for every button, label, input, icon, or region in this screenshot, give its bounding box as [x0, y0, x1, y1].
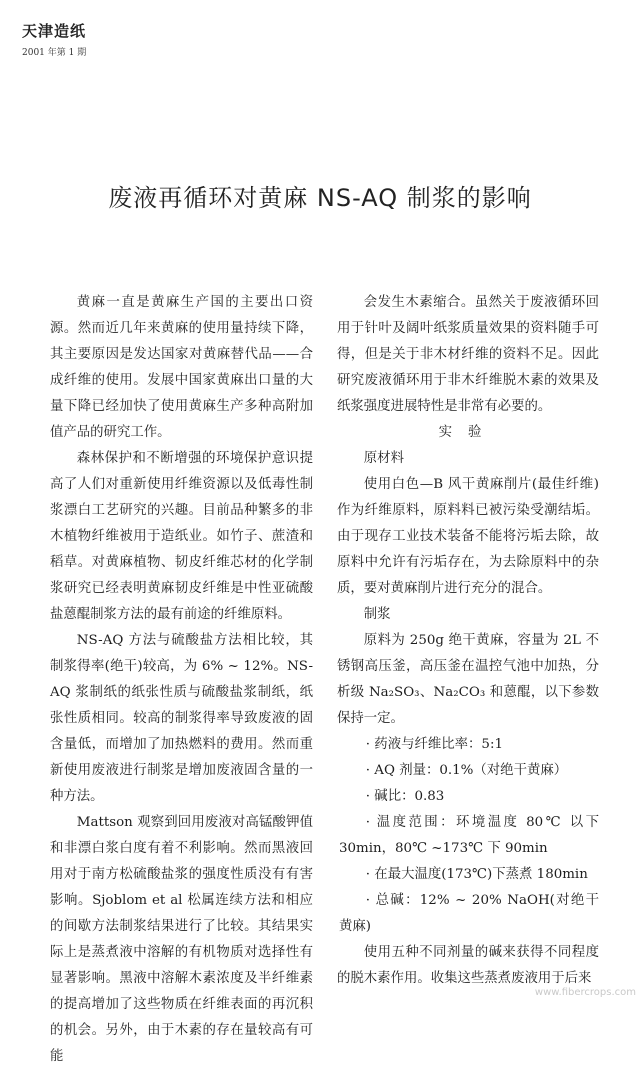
condition-item: · 总碱：12% ~ 20% NaOH(对绝干黄麻): [339, 893, 599, 934]
pulping-text: 原料为 250g 绝干黄麻，容量为 2L 不锈钢高压釜，高压釜在温控气池中加热，分析级 Na₂SO₃、Na₂CO₃ 和蒽醌，以下参数保持一定。: [337, 633, 599, 726]
paragraph-3: NS-AQ 方法与硫酸盐方法相比较，其制浆得率(绝干)较高，为 6% ~ 12%。NS-AQ 浆制纸的纸张性质与硫酸盐浆制纸，纸张性质相同。较高的制浆得率导致废液的固含量低，而增加了加热燃料的费用。然而重新使用废液进行制浆是增加废液固含量的一种方法。: [50, 633, 313, 804]
journal-header: [22, 20, 86, 58]
journal-issue: 2001 年第 1 期: [22, 48, 87, 58]
condition-item: · 温度范围：环境温度 80℃ 以下 30min，80℃ ~173℃ 下 90min: [339, 815, 599, 856]
section-heading-experiment: 实验: [438, 425, 498, 440]
materials-text: 使用白色—B 风干黄麻削片(最佳纤维)作为纤维原料，原料料已被污染受潮结垢。由于现存工业技术装备不能将污垢去除，故原料中允许有污垢存在，为去除原料中的杂质，要对黄麻削片进行充分的混合。: [337, 477, 599, 596]
paragraph-1: 黄麻一直是黄麻生产国的主要出口资源。然而近几年来黄麻的使用量持续下降，其主要原因是发达国家对黄麻替代品——合成纤维的使用。发展中国家黄麻出口量的大量下降已经加快了使用黄麻生产多种高附加值产品的研究工作。: [50, 295, 313, 440]
condition-item: · 碱比：0.83: [365, 789, 445, 804]
paragraph-5: 会发生木素缩合。虽然关于废液循环回用于针叶及阔叶纸浆质量效果的资料随手可得，但是关于非木材纤维的资料不足。因此研究废液循环用于非木纤维脱木素的效果及纸浆强度进展特性是非常有必要的。: [337, 295, 599, 414]
condition-item: · AQ 剂量：0.1%（对绝干黄麻）: [365, 763, 568, 778]
left-column: [50, 290, 313, 1070]
right-column: [337, 290, 599, 992]
paragraph-2: 森林保护和不断增强的环境保护意识提高了人们对重新使用纤维资源以及低毒性制浆漂白工艺研究的兴趣。目前品种繁多的非木植物纤维被用于造纸业。如竹子、蔗渣和稻草。对黄麻植物、韧皮纤维芯材的化学制浆研究已经表明黄麻韧皮纤维是中性亚硫酸盐蒽醌制浆方法的最有前途的纤维原料。: [50, 451, 313, 622]
condition-item: · 药液与纤维比率：5:1: [365, 737, 503, 752]
paragraph-4: Mattson 观察到回用废液对高锰酸钾值和非漂白浆白度有着不利影响。然而黑液回用对于南方松硫酸盐浆的强度性质没有有害影响。Sjoblom et al 松属连续方法和相应的间歇方法制浆结果进行了比较。其结果实际上是蒸煮液中溶解的有机物质对选择性有显著影响。黑液中溶解木素浓度及半纤维素的提高增加了这些物质在纤维表面的再沉积的机会。另外，由于木素的存在量较高有可能: [50, 815, 313, 1064]
subheading-pulping: 制浆: [363, 607, 391, 622]
last-paragraph: 使用五种不同剂量的碱来获得不同程度的脱木素作用。收集这些蒸煮废液用于后来: [337, 945, 599, 986]
condition-item: · 在最大温度(173℃)下蒸煮 180min: [365, 867, 588, 882]
watermark: www.fibercrops.com: [534, 987, 636, 998]
subheading-materials: 原材料: [363, 451, 404, 466]
article-title: 废液再循环对黄麻 NS-AQ 制浆的影响: [108, 184, 532, 212]
journal-name: 天津造纸: [22, 22, 87, 40]
